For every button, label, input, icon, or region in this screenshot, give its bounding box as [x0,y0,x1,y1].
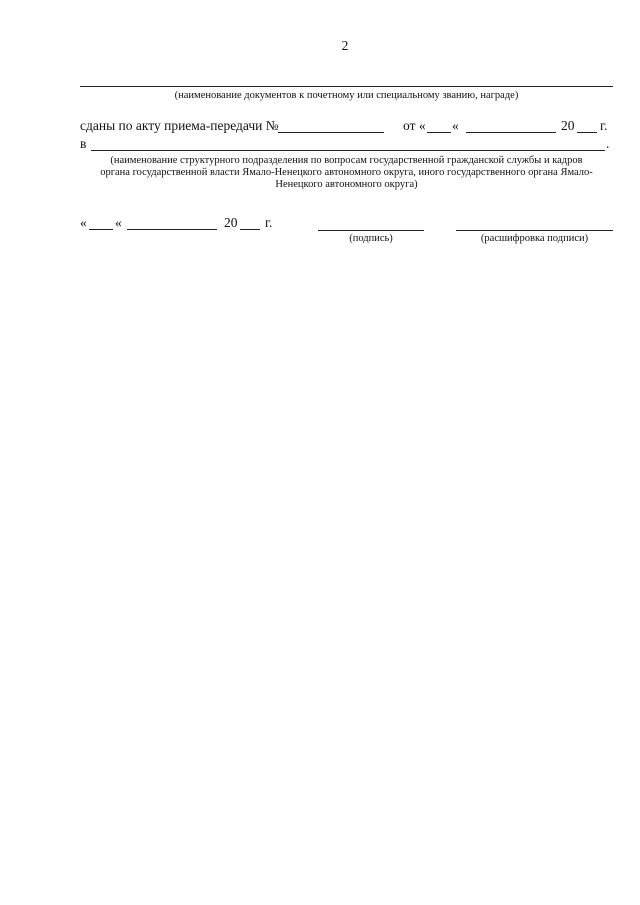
signature-year-field[interactable] [240,229,260,230]
act-number-field[interactable] [278,132,384,133]
destination-caption-line3: Ненецкого автономного округа) [275,179,418,190]
destination-prefix: в [80,136,87,151]
signature-caption: (подпись) [349,233,393,244]
act-year-field[interactable] [577,132,597,133]
destination-end-mark: . [606,136,610,151]
signature-open-quote: « [80,215,87,230]
signature-quote: « [115,215,122,230]
act-century: 20 [561,118,575,133]
act-month-field[interactable] [466,132,556,133]
destination-caption-line2: органа государственной власти Ямало-Ненецкого автономного округа, иного государственного органа Ямало- [100,167,593,178]
documents-caption: (наименование документов к почетному или специальному званию, награде) [174,90,519,101]
signature-decode-caption: (расшифровка подписи) [480,233,589,244]
act-year-suffix: г. [600,118,608,133]
act-prefix: сданы по акту приема-передачи № [80,118,279,133]
signature-month-field[interactable] [127,229,217,230]
act-day-field[interactable] [427,132,451,133]
act-quote: « [452,118,459,133]
signature-day-field[interactable] [89,229,113,230]
page-number: 2 [341,38,349,53]
signature-century: 20 [224,215,238,230]
destination-caption-line1: (наименование структурного подразделения по вопросам государственной гражданской службы и кадров [110,155,583,166]
act-from-label: от « [403,118,426,133]
signature-decode-field[interactable] [456,230,613,231]
destination-field[interactable] [91,150,605,151]
signature-year-suffix: г. [265,215,273,230]
documents-name-line [80,86,613,87]
signature-field[interactable] [318,230,424,231]
